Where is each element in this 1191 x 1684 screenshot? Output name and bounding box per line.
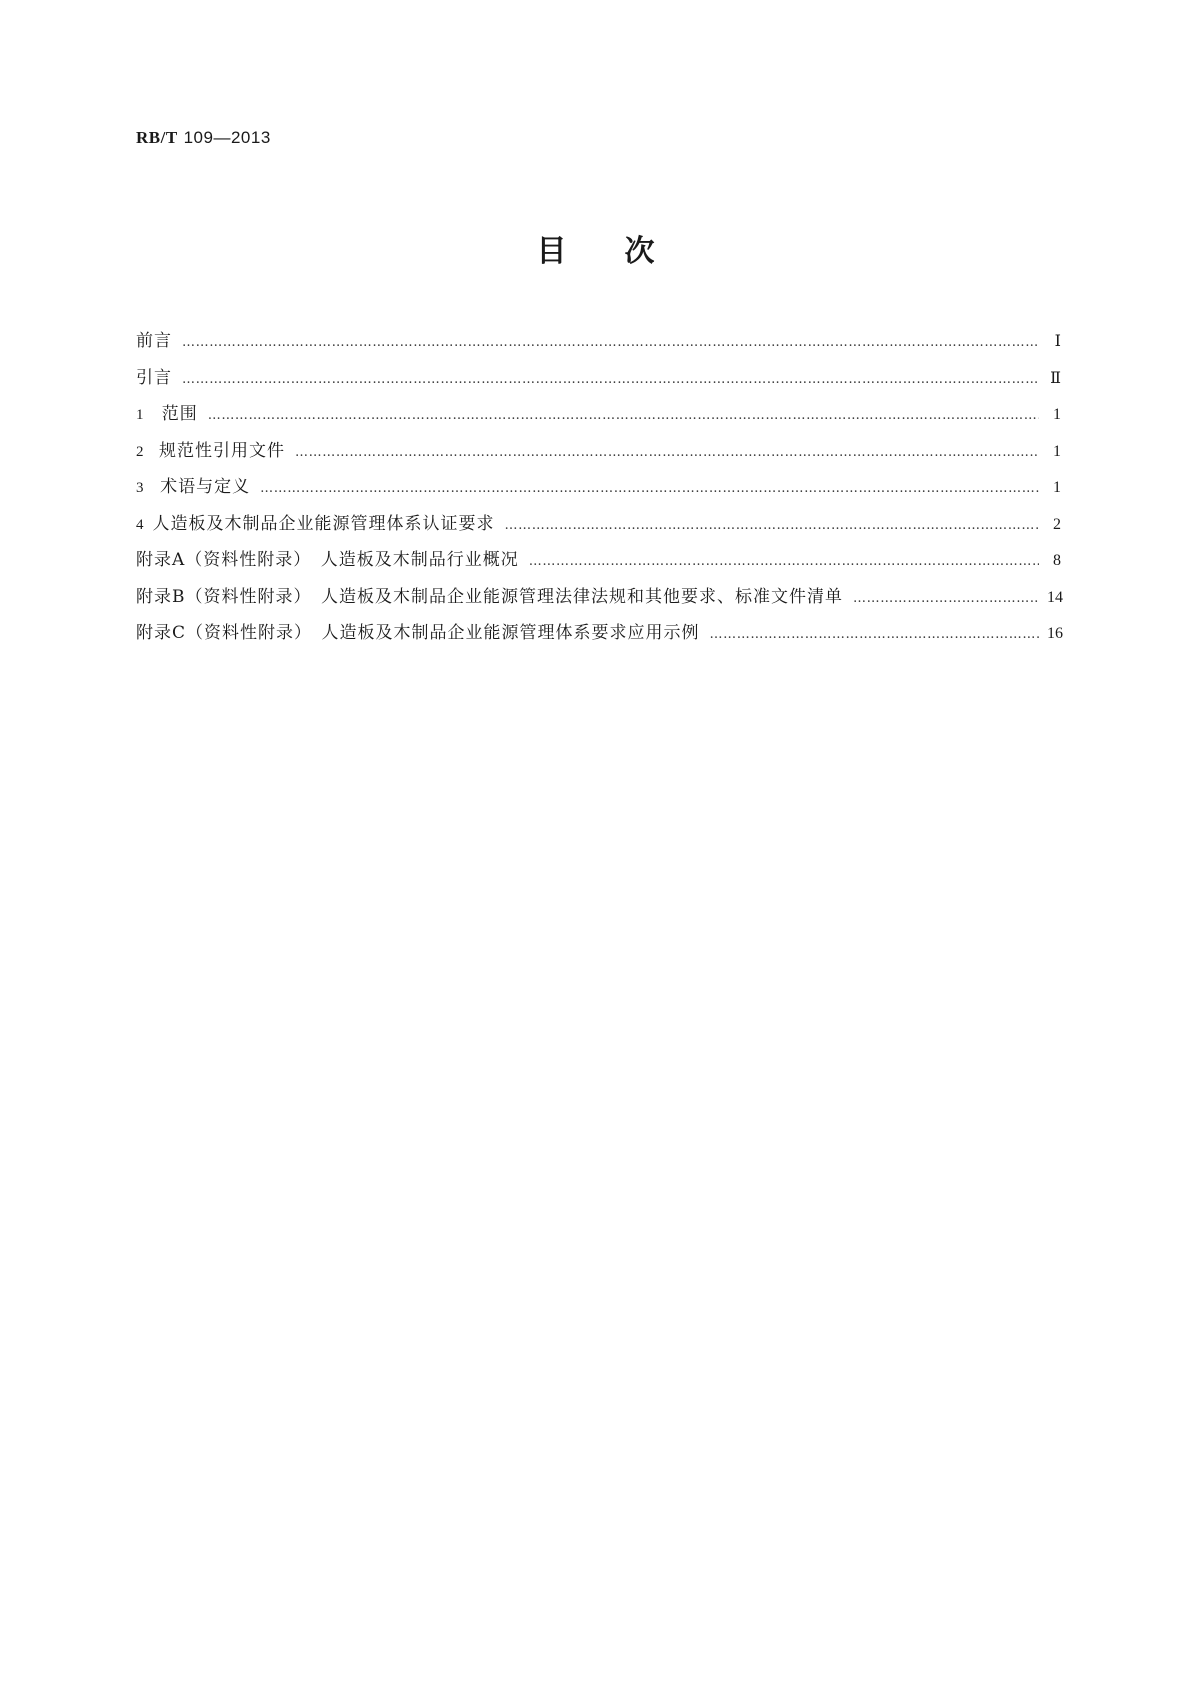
toc-entry-page: 2: [1053, 515, 1061, 533]
toc-entry-page: Ⅱ: [1050, 369, 1061, 387]
toc-entry-page: 16: [1047, 625, 1063, 642]
standard-code: [136, 128, 271, 148]
toc-entry-title: 附录B（资料性附录） 人造板及木制品企业能源管理法律法规和其他要求、标准文件清单: [136, 586, 843, 607]
toc-entry-page: 1: [1053, 479, 1061, 496]
standard-code-prefix: RB/T: [136, 128, 178, 147]
toc-entry-page: 8: [1053, 552, 1061, 569]
toc-entry-normative-references[interactable]: [136, 436, 1061, 473]
toc-entry-title: 附录C（资料性附录） 人造板及木制品企业能源管理体系要求应用示例: [136, 623, 700, 643]
toc-entry-number: 1: [136, 407, 144, 423]
toc-entry-number: 4: [136, 516, 144, 533]
toc-entry-foreword[interactable]: [136, 326, 1061, 363]
toc-entry-number: 2: [136, 443, 144, 460]
toc-entry-page: 1: [1053, 406, 1061, 423]
page-title: 目次: [536, 234, 713, 269]
toc-entry-page: 1: [1053, 442, 1061, 460]
standard-code-number: 109—2013: [183, 128, 271, 147]
table-of-contents: [136, 326, 1061, 655]
toc-leader-dots: [182, 372, 1039, 387]
toc-leader-dots: [710, 627, 1039, 642]
toc-leader-dots: [182, 335, 1039, 350]
toc-entry-title: 附录A（资料性附录） 人造板及木制品行业概况: [136, 550, 519, 570]
toc-leader-dots: [505, 518, 1039, 533]
toc-leader-dots: [853, 591, 1039, 606]
toc-leader-dots: [295, 445, 1039, 460]
toc-entry-introduction[interactable]: [136, 363, 1061, 400]
toc-entry-appendix-a[interactable]: [136, 545, 1061, 582]
toc-entry-appendix-b[interactable]: [136, 582, 1061, 619]
toc-entry-number: 3: [136, 480, 144, 496]
toc-entry-title: 术语与定义: [160, 477, 251, 497]
toc-entry-page: Ⅰ: [1054, 333, 1061, 350]
toc-leader-dots: [208, 408, 1039, 423]
toc-entry-terms-definitions[interactable]: [136, 472, 1061, 509]
toc-entry-title: 人造板及木制品企业能源管理体系认证要求: [152, 513, 495, 534]
toc-entry-page: 14: [1047, 588, 1063, 606]
toc-entry-appendix-c[interactable]: [136, 618, 1061, 655]
toc-entry-title: 范围: [161, 404, 198, 424]
toc-leader-dots: [260, 481, 1039, 496]
toc-entry-scope[interactable]: [136, 399, 1061, 436]
toc-leader-dots: [529, 554, 1039, 569]
toc-entry-certification-requirements[interactable]: [136, 509, 1061, 546]
toc-entry-title: 引言: [136, 367, 172, 388]
toc-entry-title: 前言: [136, 331, 172, 351]
toc-entry-title: 规范性引用文件: [159, 440, 286, 461]
